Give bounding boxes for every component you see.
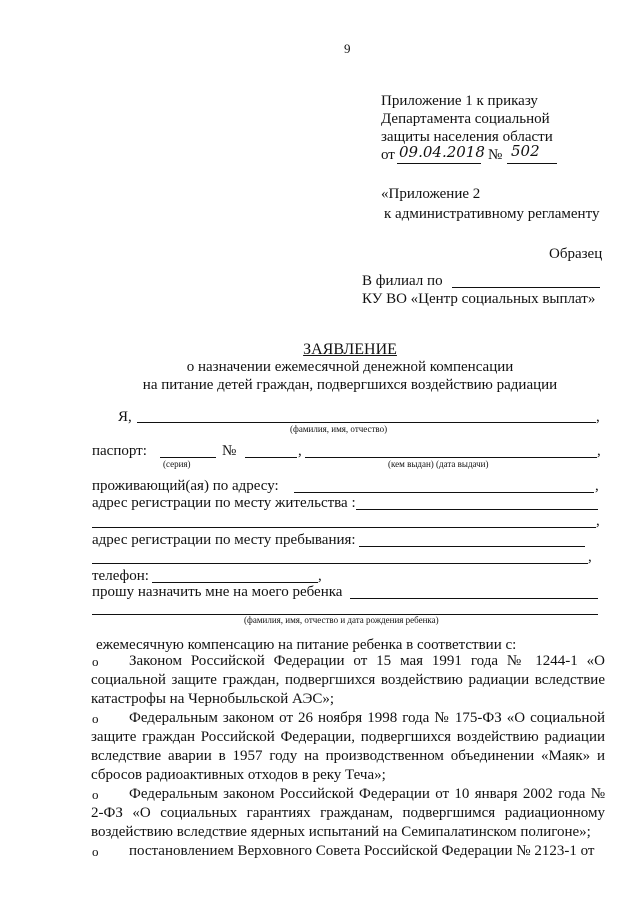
bullet-4: o: [92, 844, 99, 859]
appendix-line-2: к административному регламенту: [384, 206, 600, 222]
fio-line: [137, 422, 596, 423]
appendix-line-1: «Приложение 2: [381, 186, 481, 202]
phone-comma: ,: [318, 568, 322, 584]
passport-comma: ,: [298, 443, 302, 459]
issued-comma: ,: [597, 443, 601, 459]
reg-residence-line-2: [92, 527, 596, 528]
reg-stay-comma: ,: [588, 549, 592, 565]
list-item-2: Федеральным законом от 26 ноября 1998 года № 175-ФЗ «О социальной защите граждан Российской Федерации, подвергшихся воздействию радиации вследствие аварии в 1957 году на производственном объединении «Маяк» и сбросов радиоактивных отходов в реку Теча»;: [91, 710, 605, 783]
reg-stay-line: [359, 546, 585, 547]
list-item-4: постановлением Верховного Совета Российской Федерации № 2123-1 от: [129, 843, 595, 859]
fio-comma: ,: [596, 409, 600, 425]
i-label: Я,: [118, 409, 132, 425]
passport-no-label: №: [222, 443, 237, 459]
header-line-1: Приложение 1 к приказу: [381, 93, 538, 109]
bullet-3: o: [92, 787, 99, 802]
list-item-3: Федеральным законом Российской Федерации от 10 января 2002 года № 2-ФЗ «О социальных гарантиях гражданам, подвергшимся радиационному воздействию вследствие ядерных испытаний на Семипалатинском полигоне»;: [91, 786, 605, 840]
page-number: 9: [344, 41, 351, 56]
issued-caption: (кем выдан) (дата выдачи): [388, 459, 489, 469]
residing-label: проживающий(ая) по адресу:: [92, 478, 279, 494]
child-caption: (фамилия, имя, отчество и дата рождения ребенка): [244, 615, 439, 625]
series-line: [160, 457, 216, 458]
issued-line: [305, 457, 597, 458]
bullet-1: o: [92, 654, 99, 669]
title-sub-1: о назначении ежемесячной денежной компенсации: [186, 359, 514, 375]
reg-residence-line: [356, 509, 598, 510]
number-underline: [507, 163, 557, 164]
reg-stay-line-2: [92, 563, 588, 564]
addressee-line-2: КУ ВО «Центр социальных выплат»: [362, 291, 596, 307]
document-title: ЗАЯВЛЕНИЕ: [303, 341, 397, 358]
header-number: 502: [511, 142, 540, 160]
list-item-1: Законом Российской Федерации от 15 мая 1991 года № 1244-1 «О социальной защите граждан, подвергшихся воздействию радиации вследствие катастрофы на Чернобыльской АЭС»;: [91, 653, 605, 707]
branch-blank-line: [452, 287, 600, 288]
reg-residence-comma: ,: [596, 513, 600, 529]
fio-caption: (фамилия, имя, отчество): [290, 424, 388, 434]
passport-label: паспорт:: [92, 443, 147, 459]
header-from-label: от: [381, 147, 395, 163]
reg-stay-label: адрес регистрации по месту пребывания:: [92, 532, 356, 548]
child-line: [350, 598, 598, 599]
addressee-line-1: В филиал по: [362, 273, 443, 289]
date-underline: [397, 163, 481, 164]
number-line: [245, 457, 297, 458]
sample-label: Образец: [549, 246, 603, 262]
header-no-label: №: [488, 147, 503, 163]
title-sub-2: на питание детей граждан, подвергшихся воздействию радиации: [142, 377, 558, 393]
reg-residence-label: адрес регистрации по месту жительства :: [92, 495, 356, 511]
series-caption: (серия): [163, 459, 191, 469]
body-intro: ежемесячную компенсацию на питание ребенка в соответствии с:: [96, 637, 517, 653]
bullet-2: o: [92, 711, 99, 726]
header-line-2: Департамента социальной: [381, 111, 550, 127]
header-line-3: защиты населения области: [381, 129, 553, 145]
phone-label: телефон:: [92, 568, 149, 584]
residing-comma: ,: [595, 478, 599, 494]
residing-line: [294, 492, 594, 493]
header-date: 09.04.2018: [399, 143, 485, 161]
request-label: прошу назначить мне на моего ребенка: [92, 584, 343, 600]
